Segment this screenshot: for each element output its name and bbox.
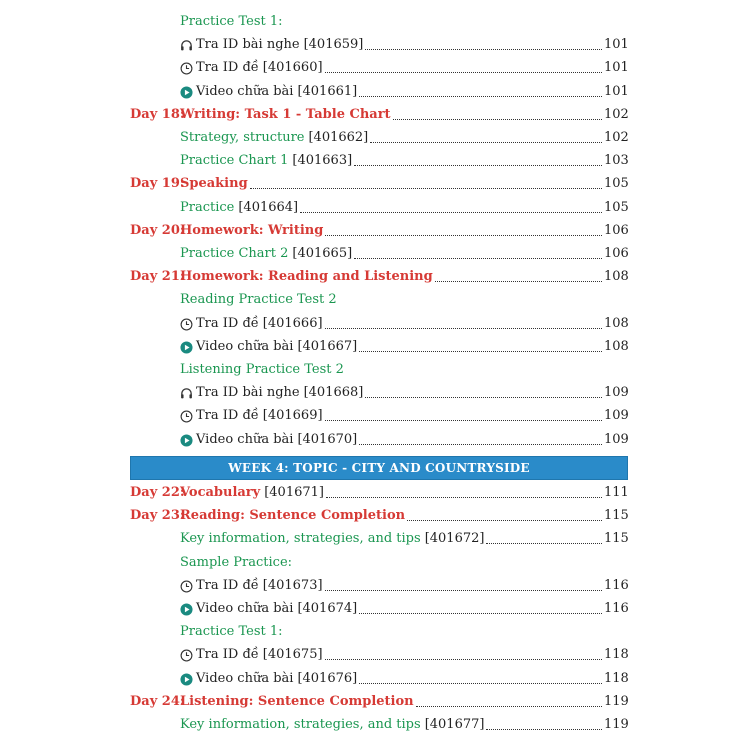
entry-title: Video chữa bài xyxy=(196,83,294,99)
entry-title: Video chữa bài xyxy=(196,338,294,354)
entry-id-code: [401667] xyxy=(297,338,358,354)
week-banner: WEEK 4: TOPIC - CITY AND COUNTRYSIDE xyxy=(130,456,628,480)
toc-subheading xyxy=(180,8,580,30)
page-number: 102 xyxy=(604,130,629,145)
dot-leader xyxy=(407,520,602,521)
dot-leader xyxy=(359,351,602,352)
entry-title: Tra ID đề xyxy=(196,60,259,76)
toc-entry[interactable] xyxy=(180,402,627,424)
entry-title: Listening: Sentence Completion xyxy=(180,693,414,709)
page-number: 103 xyxy=(604,153,629,169)
toc-entry[interactable] xyxy=(180,641,627,663)
entry-id-code: [401674] xyxy=(297,601,358,616)
entry-title: Reading: Sentence Completion xyxy=(180,508,406,524)
dot-leader xyxy=(359,613,602,614)
entry-id-code: [401671] xyxy=(264,485,324,500)
page-number: 108 xyxy=(604,269,629,285)
entry-id-code: [401668] xyxy=(303,385,364,401)
toc-entry[interactable] xyxy=(180,665,627,687)
dot-leader xyxy=(365,49,602,50)
dot-leader xyxy=(435,281,602,282)
entry-title: Homework: Reading and Listening xyxy=(180,269,433,285)
entry-id-code: [401663] xyxy=(292,153,353,169)
entry-id-code: [401670] xyxy=(297,431,358,447)
dot-leader xyxy=(325,590,602,591)
dot-leader xyxy=(250,188,602,189)
day-label: Day 20: xyxy=(130,222,185,238)
toc-entry[interactable] xyxy=(180,379,627,401)
page-number: 119 xyxy=(604,693,629,709)
dot-leader xyxy=(486,543,602,544)
entry-title: Vocabulary xyxy=(180,485,261,500)
dot-leader xyxy=(325,420,602,421)
page-number: 115 xyxy=(604,508,629,524)
toc-entry[interactable] xyxy=(180,194,627,216)
toc-entry[interactable] xyxy=(180,78,627,100)
page-number: 115 xyxy=(604,531,629,547)
entry-id-code: [401665] xyxy=(292,246,353,261)
entry-title: Strategy, structure xyxy=(180,130,305,145)
dot-leader xyxy=(416,706,602,707)
page-number: 116 xyxy=(604,577,629,593)
day-label: Day 22: xyxy=(130,485,185,500)
page-number: 108 xyxy=(604,338,629,354)
entry-id-code: [401660] xyxy=(262,60,323,76)
toc-entry[interactable] xyxy=(180,426,627,448)
toc-subheading xyxy=(180,286,580,308)
day-label: Day 23: xyxy=(130,508,185,524)
toc-entry[interactable] xyxy=(180,54,627,76)
toc-entry[interactable] xyxy=(180,31,627,53)
toc-entry[interactable] xyxy=(180,147,627,169)
dot-leader xyxy=(370,142,602,143)
entry-id-code: [401676] xyxy=(297,670,358,686)
toc-subheading xyxy=(180,356,580,378)
clock-icon xyxy=(180,318,193,331)
entry-title: Tra ID đề xyxy=(196,647,259,663)
page-number: 106 xyxy=(604,222,629,238)
entry-title: Homework: Writing xyxy=(180,222,324,238)
entry-title: Video chữa bài xyxy=(196,670,294,686)
day-label: Day 24: xyxy=(130,693,185,709)
page-number: 102 xyxy=(604,106,629,122)
toc-subheading xyxy=(180,618,580,640)
day-label: Day 19: xyxy=(130,176,185,192)
entry-title: Writing: Task 1 - Table Chart xyxy=(180,106,391,122)
page-number: 105 xyxy=(604,199,629,215)
play-icon xyxy=(180,673,193,686)
entry-title: Video chữa bài xyxy=(196,431,294,447)
clock-icon xyxy=(180,580,193,593)
page-number: 118 xyxy=(604,670,629,686)
dot-leader xyxy=(359,683,602,684)
entry-id-code: [401677] xyxy=(424,717,485,732)
entry-title: Tra ID bài nghe xyxy=(196,385,300,401)
entry-id-code: [401661] xyxy=(297,83,358,99)
page-number: 109 xyxy=(604,408,629,424)
dot-leader xyxy=(486,729,602,730)
clock-icon xyxy=(180,410,193,423)
toc-entry[interactable] xyxy=(180,572,627,594)
day-label: Day 21: xyxy=(130,269,185,285)
toc-day-entry[interactable] xyxy=(130,263,629,285)
page-number: 101 xyxy=(604,60,629,76)
dot-leader xyxy=(325,659,602,660)
entry-id-code: [401666] xyxy=(262,315,323,331)
clock-icon xyxy=(180,649,193,662)
play-icon xyxy=(180,341,193,354)
entry-title: Practice Test 1: xyxy=(180,14,283,29)
entry-title: Tra ID đề xyxy=(196,408,259,424)
toc-day-entry[interactable] xyxy=(130,217,629,239)
entry-id-code: [401659] xyxy=(303,37,364,53)
page-number: 108 xyxy=(604,315,629,331)
dot-leader xyxy=(325,328,602,329)
entry-id-code: [401662] xyxy=(308,130,369,145)
toc-day-entry[interactable] xyxy=(130,101,629,123)
entry-title: Speaking xyxy=(180,176,248,192)
day-label: Day 18: xyxy=(130,106,185,122)
toc-day-entry[interactable] xyxy=(130,170,629,192)
play-icon xyxy=(180,603,193,616)
entry-title: Tra ID đề xyxy=(196,577,259,593)
entry-title: Practice Test 1: xyxy=(180,624,283,640)
toc-entry[interactable] xyxy=(180,124,627,146)
headphones-icon xyxy=(180,39,193,52)
entry-id-code: [401672] xyxy=(424,531,485,547)
dot-leader xyxy=(393,119,602,120)
entry-title: Key information, strategies, and tips xyxy=(180,717,421,732)
entry-title: Reading Practice Test 2 xyxy=(180,292,337,308)
toc-subheading xyxy=(180,549,580,571)
entry-title: Practice Chart 1 xyxy=(180,153,289,169)
toc-day-entry[interactable] xyxy=(130,688,629,710)
entry-title: Video chữa bài xyxy=(196,601,294,616)
entry-title: Key information, strategies, and tips xyxy=(180,531,421,547)
entry-id-code: [401664] xyxy=(238,199,299,215)
toc-day-entry[interactable] xyxy=(130,502,629,524)
page-number: 101 xyxy=(604,83,629,99)
toc-entry[interactable] xyxy=(180,333,627,355)
dot-leader xyxy=(359,96,602,97)
entry-title: Practice Chart 2 xyxy=(180,246,289,261)
page-number: 109 xyxy=(604,431,629,447)
page-number: 106 xyxy=(604,246,629,261)
dot-leader xyxy=(300,212,602,213)
dot-leader xyxy=(354,165,602,166)
page-number: 101 xyxy=(604,37,629,53)
toc-day-entry[interactable] xyxy=(130,479,629,501)
dot-leader xyxy=(359,444,602,445)
dot-leader xyxy=(325,235,602,236)
entry-title: Listening Practice Test 2 xyxy=(180,362,344,377)
dot-leader xyxy=(325,72,602,73)
toc-entry[interactable] xyxy=(180,525,627,547)
clock-icon xyxy=(180,62,193,75)
entry-id-code: [401675] xyxy=(262,647,323,663)
entry-title: Sample Practice: xyxy=(180,554,293,570)
page-number: 105 xyxy=(604,176,629,192)
page-number: 109 xyxy=(604,385,629,401)
entry-id-code: [401673] xyxy=(262,577,323,593)
page-number: 119 xyxy=(604,717,629,732)
headphones-icon xyxy=(180,387,193,400)
page-number: 111 xyxy=(604,485,629,500)
toc-entry[interactable] xyxy=(180,595,627,617)
toc-entry[interactable] xyxy=(180,711,627,733)
dot-leader xyxy=(326,497,602,498)
toc-entry[interactable] xyxy=(180,240,627,262)
dot-leader xyxy=(365,397,602,398)
page-number: 118 xyxy=(604,647,629,663)
toc-entry[interactable] xyxy=(180,310,627,332)
entry-id-code: [401669] xyxy=(262,408,323,424)
dot-leader xyxy=(354,258,602,259)
entry-title: Practice xyxy=(180,199,235,215)
play-icon xyxy=(180,434,193,447)
entry-title: Tra ID đề xyxy=(196,315,259,331)
play-icon xyxy=(180,86,193,99)
page-number: 116 xyxy=(604,601,629,616)
entry-title: Tra ID bài nghe xyxy=(196,37,300,53)
